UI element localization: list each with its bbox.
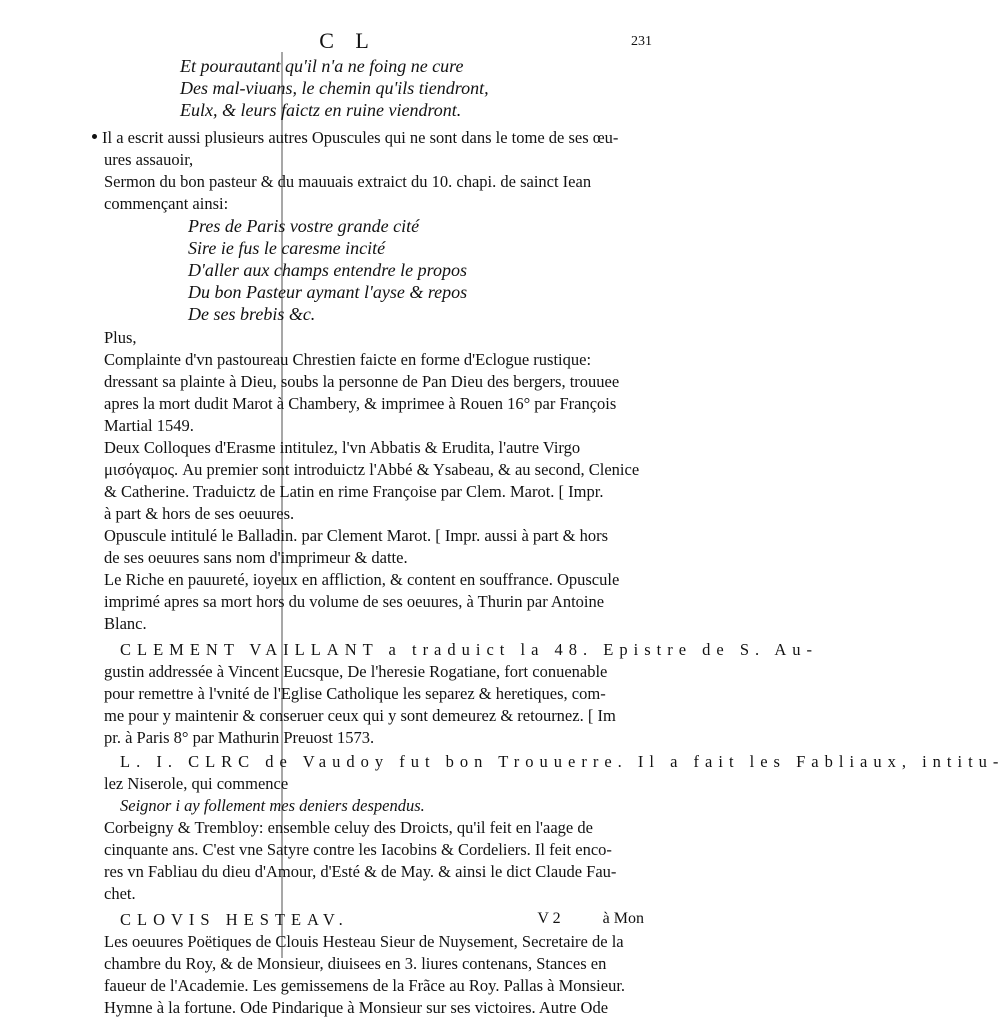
verse-line: Du bon Pasteur aymant l'ayse & repos — [188, 282, 468, 302]
text-line: μισόγαμος. Au premier sont introduictz l'Abbé & Ysabeau, & au second, Clenice — [104, 460, 640, 479]
text-line: Blanc. — [104, 614, 147, 633]
text-line: pour remettre à l'vnité de l'Eglise Catholique les separez & heretiques, com- — [104, 684, 606, 703]
text-line: cinquante ans. C'est vne Satyre contre les Iacobins & Cordeliers. Il feit enco- — [104, 840, 612, 859]
text-line: gustin addressée à Vincent Eucsque, De l'heresie Rogatiane, fort conuenable — [104, 662, 608, 681]
page-number: 231 — [631, 34, 652, 49]
text-line: Corbeigny & Trembloy: ensemble celuy des Droicts, qu'il feit en l'aage de — [104, 818, 593, 837]
text-line: apres la mort dudit Marot à Chambery, & imprimee à Rouen 16° par François — [104, 394, 617, 413]
text-line: commençant ainsi: — [104, 194, 229, 213]
verse-line: Et pourautant qu'il n'a ne foing ne cure — [180, 56, 464, 76]
text-line: me pour y maintenir & conseruer ceux qui y sont demeurez & retournez. [ Im — [104, 706, 616, 725]
text-line: lez Niserole, qui commence — [104, 774, 289, 793]
text-line: de ses oeuures sans nom d'imprimeur & datte. — [104, 548, 408, 567]
text-line: Les oeuures Poëtiques de Clouis Hesteau Sieur de Nuysement, Secretaire de la — [104, 932, 624, 951]
text-line: Sermon du bon pasteur & du mauuais extraict du 10. chapi. de sainct Iean — [104, 172, 592, 191]
text-line: faueur de l'Academie. Les gemissemens de la Frãce au Roy. Pallas à Monsieur. — [104, 976, 626, 995]
text-line: Opuscule intitulé le Balladin. par Clement Marot. [ Impr. aussi à part & hors — [104, 526, 609, 545]
text-line: Deux Colloques d'Erasme intitulez, l'vn Abbatis & Erudita, l'autre Virgo — [104, 438, 581, 457]
text-line: Complainte d'vn pastoureau Chrestien faicte en forme d'Eclogue rustique: — [104, 350, 592, 369]
text-line: à part & hors de ses oeuures. — [104, 504, 295, 523]
text-line: imprimé apres sa mort hors du volume de ses oeuures, à Thurin par Antoine — [104, 592, 605, 611]
catchword-text: à Mon — [602, 910, 644, 927]
text-line: chambre du Roy, & de Monsieur, diuisees en 3. liures contenans, Stances en — [104, 954, 607, 973]
text-line: Le Riche en pauureté, ioyeux en affliction, & content en souffrance. Opuscule — [104, 570, 620, 589]
text-line: chet. — [104, 884, 136, 903]
text-line: pr. à Paris 8° par Mathurin Preuost 1573. — [104, 728, 375, 747]
signature-mark — [537, 910, 644, 928]
entry-heading-line: CLOVIS HESTEAV. — [120, 910, 349, 929]
entry-heading-line: L. I. CLRC de Vaudoy fut bon Trouuerre. Il a fait les Fabliaux, intitu- — [120, 752, 1004, 771]
verse-line: Des mal-viuans, le chemin qu'ils tiendront, — [180, 78, 489, 98]
verse-line: Pres de Paris vostre grande cité — [188, 216, 420, 236]
verse-line: D'aller aux champs entendre le propos — [188, 260, 467, 280]
verse-line: De ses brebis &c. — [188, 304, 316, 324]
text-line: & Catherine. Traduictz de Latin en rime Françoise par Clem. Marot. [ Impr. — [104, 482, 604, 501]
text-line: dressant sa plainte à Dieu, soubs la personne de Pan Dieu des bergers, trouuee — [104, 372, 620, 391]
running-header: C L — [319, 28, 377, 53]
paragraph-bullet — [92, 134, 97, 139]
text-line: Il a escrit aussi plusieurs autres Opuscules qui ne sont dans le tome de ses œu- — [102, 128, 619, 147]
verse-line: Eulx, & leurs faictz en ruine viendront. — [180, 100, 462, 120]
text-line: Hymne à la fortune. Ode Pindarique à Monsieur sur ses victoires. Autre Ode — [104, 998, 609, 1017]
entry-heading-line: CLEMENT VAILLANT a traduict la 48. Epistre de S. Au- — [120, 640, 819, 659]
verse-line: Sire ie fus le caresme incité — [188, 238, 386, 258]
quoted-line: Seignor i ay follement mes deniers despendus. — [120, 796, 425, 815]
text-line: res vn Fabliau du dieu d'Amour, d'Esté & de May. & ainsi le dict Claude Fau- — [104, 862, 617, 881]
text-line: ures assauoir, — [104, 150, 194, 169]
text-line: Plus, — [104, 328, 137, 347]
text-line: Martial 1549. — [104, 416, 194, 435]
signature-text: V 2 — [537, 910, 561, 927]
